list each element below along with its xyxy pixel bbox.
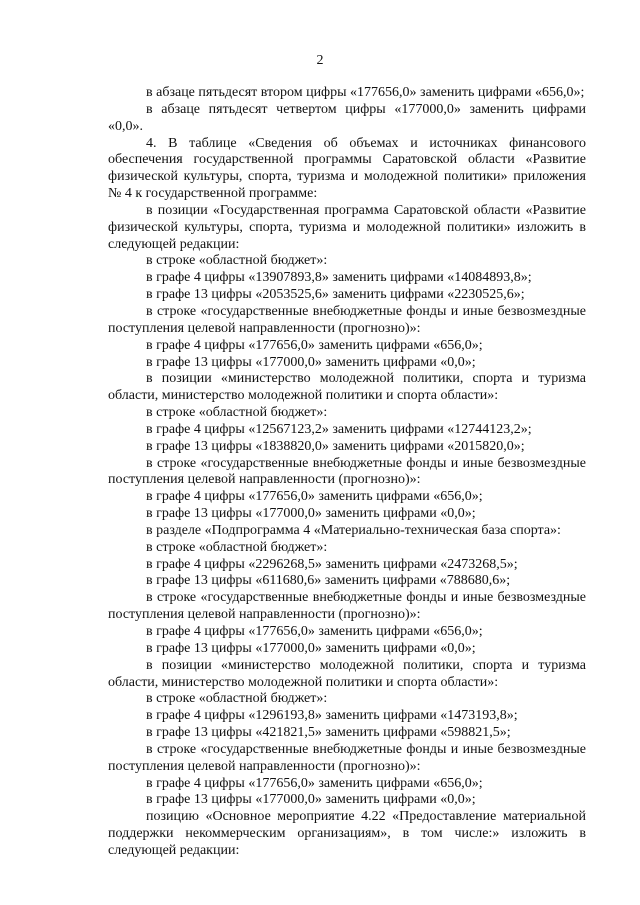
page-number: 2: [316, 53, 324, 68]
paragraph: в графе 13 цифры «1838820,0» заменить цифрами «2015820,0»;: [146, 438, 525, 454]
paragraph: в графе 13 цифры «177000,0» заменить цифрами «0,0»;: [146, 506, 476, 522]
paragraph: в графе 4 цифры «13907893,8» заменить цифрами «14084893,8»;: [146, 270, 532, 286]
paragraph: в графе 13 цифры «611680,6» заменить цифрами «788680,6»;: [146, 573, 511, 589]
paragraph: в строке «областной бюджет»:: [146, 691, 328, 707]
paragraph: 4. В таблице «Сведения об объемах и источниках финансового обеспечения государственной программы Саратовской области «Развитие физической культуры, спорта, туризма и молодежной политики» приложения № 4 к государственной программе:: [108, 135, 586, 202]
paragraph: в строке «областной бюджет»:: [146, 405, 328, 421]
paragraph: в графе 4 цифры «177656,0» заменить цифрами «656,0»;: [146, 775, 483, 791]
paragraph: в строке «государственные внебюджетные фонды и иные безвозмездные поступления целевой направленности (прогнозно)»:: [108, 741, 586, 774]
paragraph: в строке «областной бюджет»:: [146, 539, 328, 555]
paragraph: в графе 4 цифры «12567123,2» заменить цифрами «12744123,2»;: [146, 421, 532, 437]
paragraph: в графе 13 цифры «2053525,6» заменить цифрами «2230525,6»;: [146, 287, 525, 303]
paragraph: позицию «Основное мероприятие 4.22 «Предоставление материальной поддержки некоммерческим организациям», в том числе:» изложить в следующей редакции:: [108, 809, 586, 858]
paragraph: в строке «государственные внебюджетные фонды и иные безвозмездные поступления целевой направленности (прогнозно)»:: [108, 590, 586, 623]
paragraph: в строке «областной бюджет»:: [146, 253, 328, 269]
paragraph: в графе 4 цифры «177656,0» заменить цифрами «656,0»;: [146, 337, 483, 353]
paragraph: в строке «государственные внебюджетные фонды и иные безвозмездные поступления целевой направленности (прогнозно)»:: [108, 455, 586, 488]
paragraph: в абзаце пятьдесят четвертом цифры «177000,0» заменить цифрами «0,0».: [108, 101, 586, 134]
paragraph: в позиции «министерство молодежной политики, спорта и туризма области, министерство молодежной политики и спорта области»:: [108, 657, 586, 690]
paragraph: в графе 4 цифры «1296193,8» заменить цифрами «1473193,8»;: [146, 708, 518, 724]
document-body: [108, 85, 586, 860]
paragraph: в графе 13 цифры «177000,0» заменить цифрами «0,0»;: [146, 640, 476, 656]
paragraph: в графе 4 цифры «177656,0» заменить цифрами «656,0»;: [146, 489, 483, 505]
paragraph: в абзаце пятьдесят втором цифры «177656,0» заменить цифрами «656,0»;: [146, 85, 585, 100]
paragraph: в позиции «Государственная программа Саратовской области «Развитие физической культуры, спорта, туризма и молодежной политики» изложить в следующей редакции:: [108, 202, 586, 252]
paragraph: в строке «государственные внебюджетные фонды и иные безвозмездные поступления целевой направленности (прогнозно)»:: [108, 303, 586, 336]
paragraph: в графе 13 цифры «421821,5» заменить цифрами «598821,5»;: [146, 725, 511, 741]
paragraph: в графе 4 цифры «2296268,5» заменить цифрами «2473268,5»;: [146, 556, 518, 572]
paragraph: в графе 13 цифры «177000,0» заменить цифрами «0,0»;: [146, 354, 476, 370]
paragraph: в позиции «министерство молодежной политики, спорта и туризма области, министерство молодежной политики и спорта области»:: [108, 371, 586, 404]
paragraph: в графе 4 цифры «177656,0» заменить цифрами «656,0»;: [146, 624, 483, 639]
paragraph: в графе 13 цифры «177000,0» заменить цифрами «0,0»;: [146, 792, 476, 808]
paragraph: в разделе «Подпрограмма 4 «Материально-техническая база спорта»:: [146, 522, 561, 538]
